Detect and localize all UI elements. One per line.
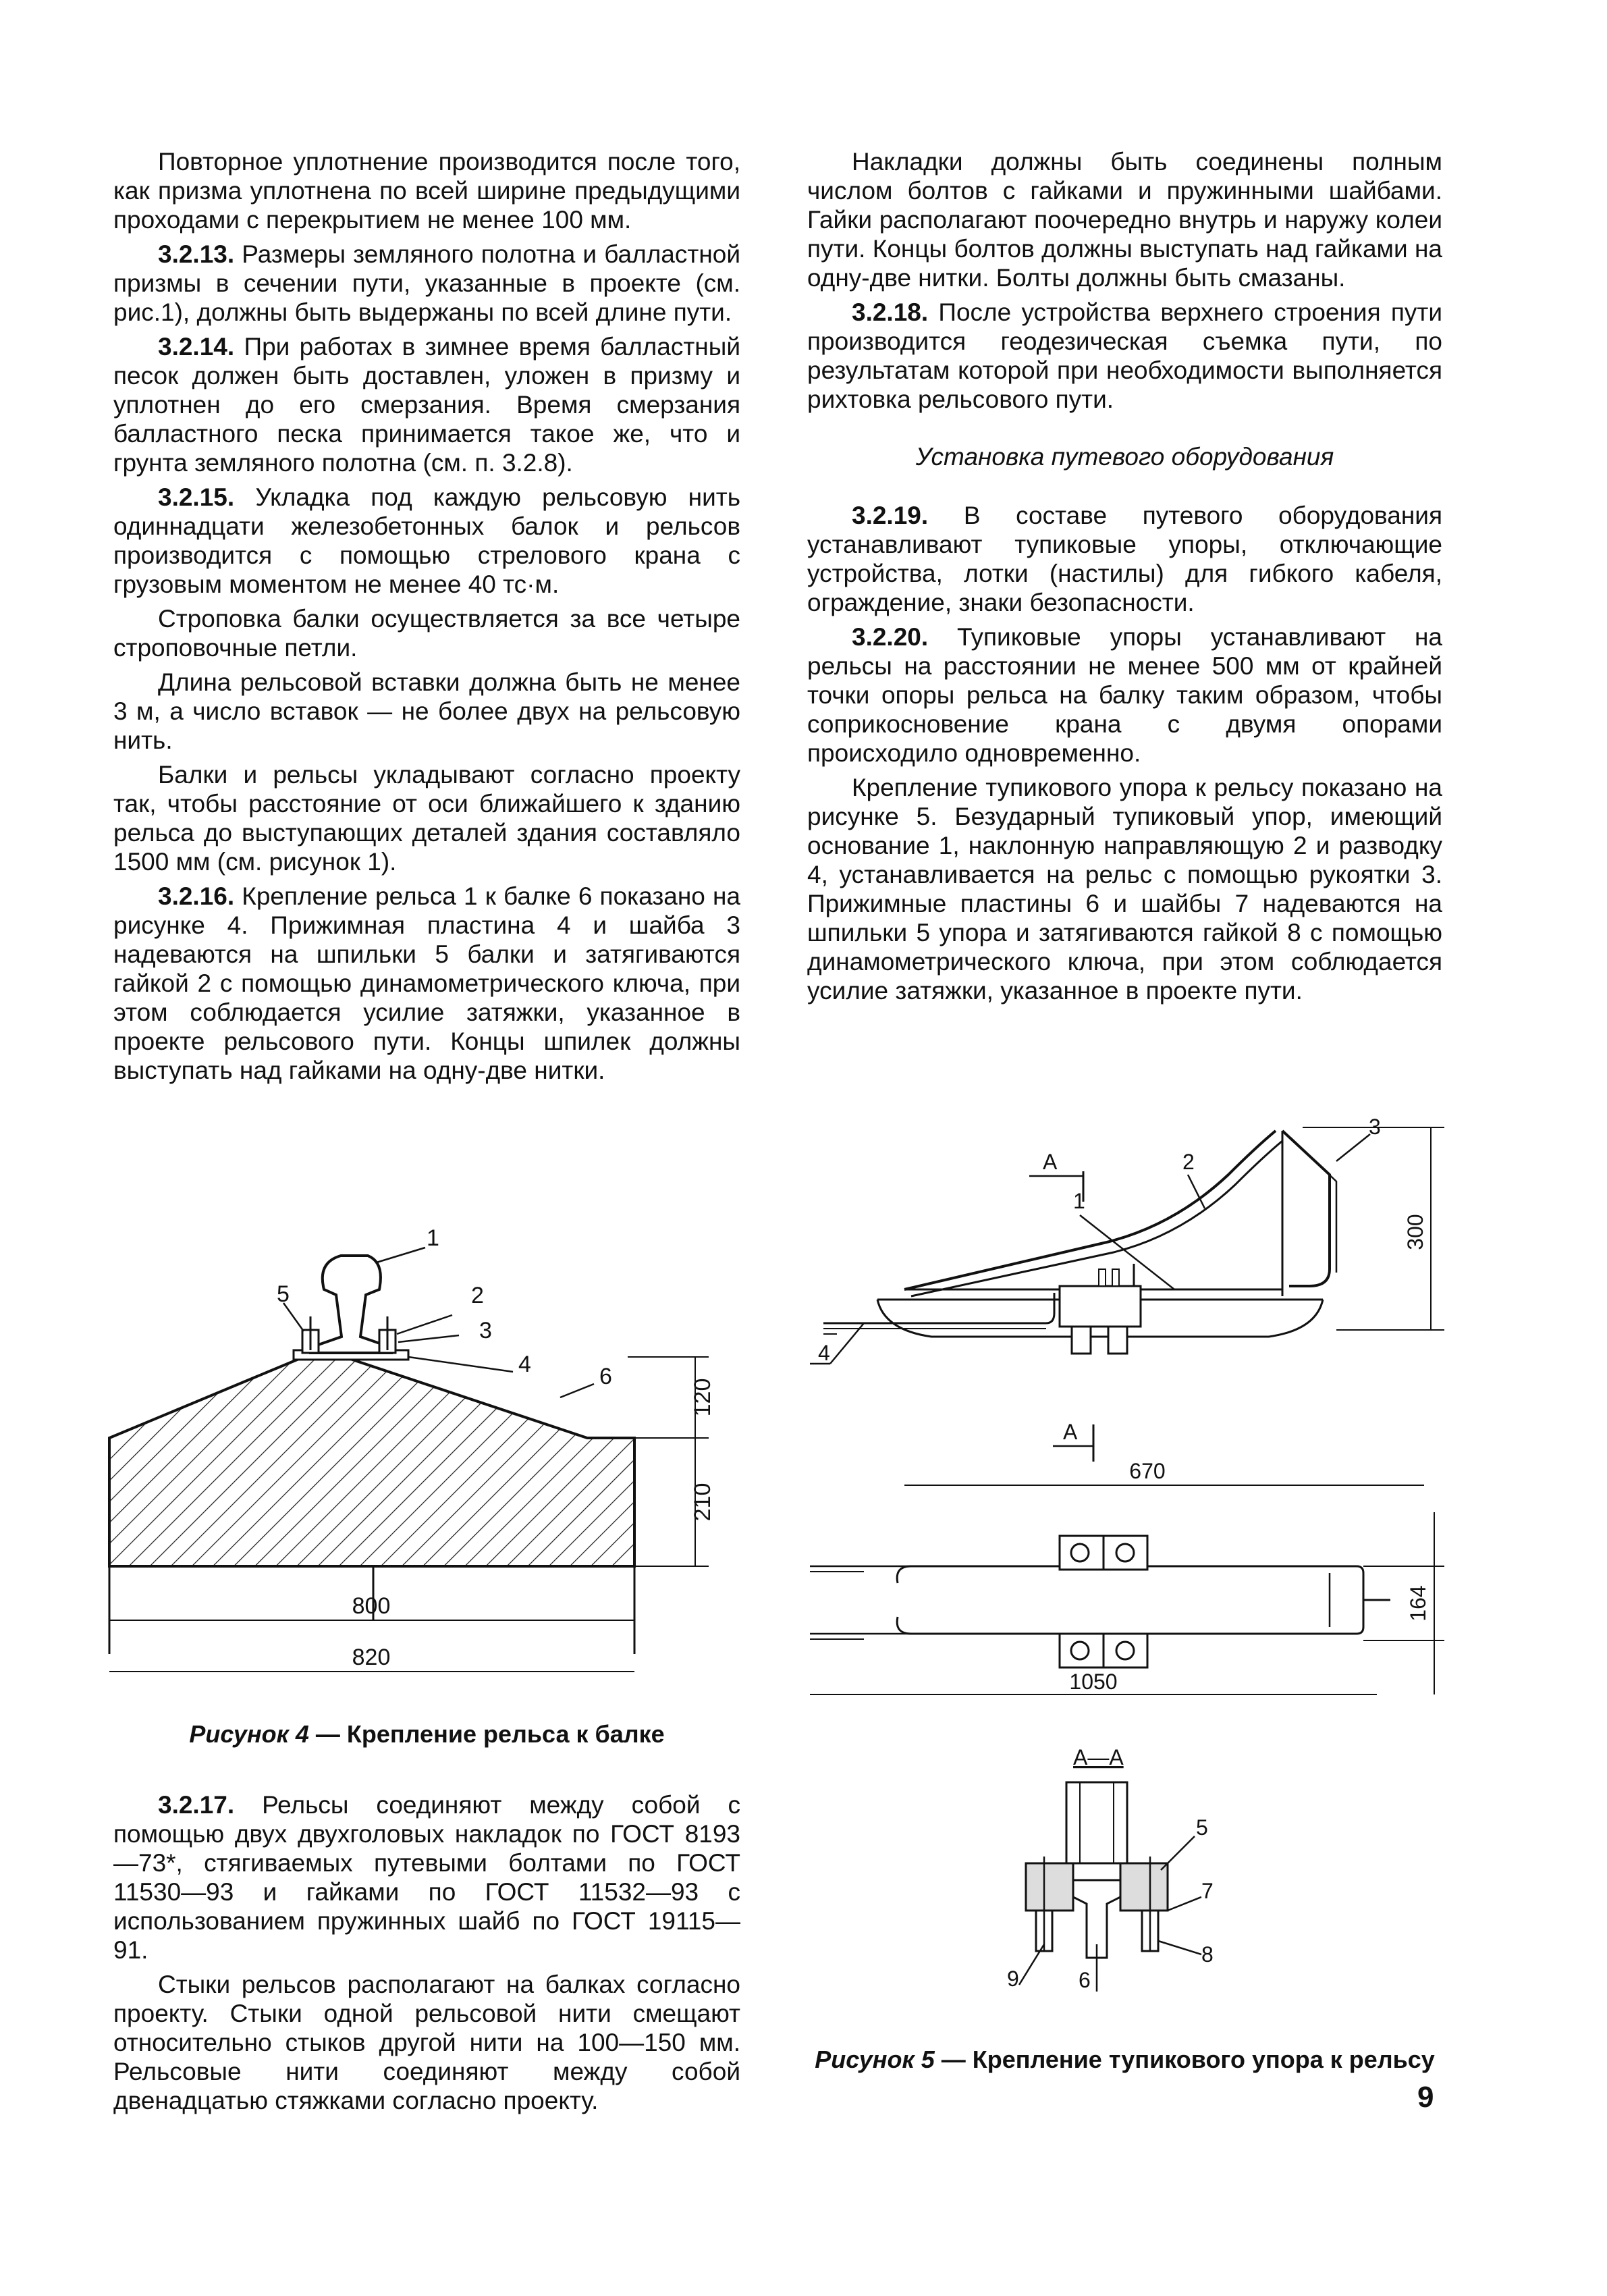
figure-5-buffer-stop — [796, 1107, 1471, 1715]
paragraph-3-2-14 — [113, 332, 740, 477]
label-3: 3 — [1369, 1115, 1381, 1139]
dim-210: 210 — [690, 1483, 715, 1522]
label-1: 1 — [427, 1225, 439, 1251]
caption-prefix: Рисунок 4 — [189, 1720, 309, 1748]
label-2: 2 — [1182, 1150, 1195, 1174]
clause-text: Укладка под каждую рельсовую нить одиннадцати железобетонных балок и рельсов производится с помощью стрелового крана с грузовым моментом не менее 40 тс·м. — [113, 483, 741, 598]
dim-164: 164 — [1406, 1585, 1430, 1622]
left-column — [113, 147, 740, 1090]
clause-number: 3.2.13. — [158, 240, 235, 268]
label-4: 4 — [818, 1341, 830, 1365]
figure-4-rail-fastening — [101, 1215, 749, 1701]
dim-670: 670 — [1129, 1459, 1166, 1483]
label-9: 9 — [1007, 1967, 1019, 1991]
subheading: Установка путевого оборудования — [915, 443, 1334, 471]
handle — [1282, 1131, 1330, 1286]
label-6: 6 — [599, 1364, 612, 1389]
section-mark-a-top: А — [1043, 1150, 1058, 1174]
label-8: 8 — [1201, 1942, 1214, 1967]
clause-number: 3.2.20. — [852, 623, 929, 651]
label-7: 7 — [1201, 1879, 1214, 1903]
concrete-beam — [109, 1357, 634, 1566]
label-6: 6 — [1079, 1968, 1091, 1992]
figure-5-caption — [807, 2046, 1442, 2074]
paragraph-3-2-15 — [113, 483, 740, 599]
spreader-rod — [823, 1293, 1054, 1323]
plan-body — [897, 1566, 1363, 1634]
clause-text: Размеры земляного полотна и балластной призмы в сечении пути, указанные в проекте (см. рис.1), должны быть выдержаны по всей длине пути. — [113, 240, 740, 326]
dim-820: 820 — [352, 1645, 391, 1670]
clamp-plate-left — [1026, 1863, 1073, 1911]
clause-number: 3.2.14. — [158, 333, 235, 361]
dim-300: 300 — [1403, 1214, 1427, 1250]
section-label: А—А — [1073, 1745, 1124, 1769]
label-3: 3 — [479, 1318, 492, 1343]
clause-number: 3.2.15. — [158, 483, 235, 511]
label-1: 1 — [1073, 1189, 1085, 1213]
paragraph: Крепление тупикового упора к рельсу показано на рисунке 5. Безударный тупиковый упор, имеющий основание 1, наклонную направляющую 2 и разводку 4, устанавливается на рельс с помощью рукоятки 3. Прижимные пластины 6 и шайбы 7 надеваются на шпильки 5 упора и затягиваются гайкой 8 с помощью динамометрического ключа, при этом соблюдается усилие затяжки, указанное в проекте пути. — [807, 774, 1442, 1005]
figure-4-caption — [113, 1720, 740, 1748]
paragraph-3-2-18 — [807, 298, 1442, 414]
dim-120: 120 — [690, 1378, 715, 1417]
label-5: 5 — [277, 1281, 290, 1307]
clause-number: 3.2.19. — [852, 502, 929, 529]
label-2: 2 — [471, 1283, 484, 1308]
inclined-guide — [904, 1131, 1276, 1289]
dim-1050: 1050 — [1069, 1670, 1118, 1694]
clause-text: После устройства верхнего строения пути производится геодезическая съемка пути, по результатам которой при необходимости выполняется рихтовка рельсового пути. — [807, 298, 1442, 413]
paragraph-3-2-16 — [113, 882, 740, 1085]
paragraph-3-2-17 — [113, 1790, 740, 1965]
left-column-bottom — [113, 1790, 740, 2120]
clamp-plate-right — [1120, 1863, 1168, 1911]
paragraph-3-2-19 — [807, 501, 1442, 617]
page-number: 9 — [1417, 2081, 1434, 2114]
clause-number: 3.2.18. — [852, 298, 929, 326]
caption-text: — Крепление рельса к балке — [308, 1720, 665, 1748]
bolt-right — [379, 1316, 396, 1353]
clamp-block — [1060, 1286, 1141, 1327]
clause-text: Рельсы соединяют между собой с помощью двух двухголовых накладок по ГОСТ 8193—73*, стягиваемых путевыми болтами по ГОСТ 11530—93 и гайками по ГОСТ 11532—93 с использованием пружинных шайб по ГОСТ 19115—91. — [113, 1791, 741, 1964]
paragraph-3-2-13 — [113, 240, 740, 327]
paragraph: Строповка балки осуществляется за все четыре строповочные петли. — [113, 605, 740, 662]
clause-number: 3.2.16. — [158, 882, 235, 910]
bolt-left — [302, 1316, 319, 1353]
clause-text: Тупиковые упоры устанавливают на рельсы на расстоянии не менее 500 мм от крайней точки опоры рельса на балку таким образом, чтобы соприкосновение крана с двумя опорами происходило одновременно. — [807, 623, 1443, 767]
paragraph: Стыки рельсов располагают на балках согласно проекту. Стыки одной рельсовой нити смещают относительно стыков другой нити на 100—150 мм. Рельсовые нити соединяют между собой двенадцатью стяжками согласно проекту. — [113, 1971, 740, 2114]
label-5: 5 — [1196, 1815, 1208, 1840]
dim-800: 800 — [352, 1593, 391, 1619]
clause-text: В составе путевого оборудования устанавливают тупиковые упоры, отключающие устройства, лотки (настилы) для гибкого кабеля, ограждение, знаки безопасности. — [807, 502, 1442, 616]
paragraph: Длина рельсовой вставки должна быть не менее 3 м, а число вставок — не более двух на рельсовую нить. — [113, 668, 740, 754]
clause-text: Крепление рельса 1 к балке 6 показано на рисунке 4. Прижимная пластина 4 и шайба 3 надеваются на шпильки 5 балки и затягиваются гайкой 2 с помощью динамометрического ключа, при этом соблюдается усилие затяжки, указанное в проекте рельсового пути. Концы шпилек должны выступать над гайками на одну-две нитки. — [113, 882, 741, 1084]
paragraph-3-2-20 — [807, 622, 1442, 768]
figure-5-section-a-a — [999, 1742, 1282, 2039]
section-mark-a-bottom: А — [1063, 1420, 1078, 1444]
paragraph: Повторное уплотнение производится после того, как призма уплотнена по всей ширине предыдущими проходами с перекрытием не менее 100 мм. — [113, 148, 740, 234]
clause-text: При работах в зимнее время балластный песок должен быть доставлен, уложен в призму и уплотнен до его смерзания. Время смерзания балластного песка принимается такое же, что и грунта земляного полотна (см. п. 3.2.8). — [113, 333, 740, 477]
paragraph: Накладки должны быть соединены полным числом болтов с гайками и пружинными шайбами. Гайки располагают поочередно внутрь и наружу колеи пути. Концы болтов должны выступать над гайками на одну-две нитки. Болты должны быть смазаны. — [807, 148, 1442, 292]
caption-prefix: Рисунок 5 — [815, 2046, 935, 2073]
clause-number: 3.2.17. — [158, 1791, 235, 1819]
paragraph: Балки и рельсы укладывают согласно проекту так, чтобы расстояние от оси ближайшего к зданию рельса до выступающих деталей здания составляло 1500 мм (см. рисунок 1). — [113, 761, 740, 876]
right-column — [807, 147, 1442, 1011]
caption-text: — Крепление тупикового упора к рельсу — [934, 2046, 1435, 2073]
label-4: 4 — [518, 1352, 531, 1377]
